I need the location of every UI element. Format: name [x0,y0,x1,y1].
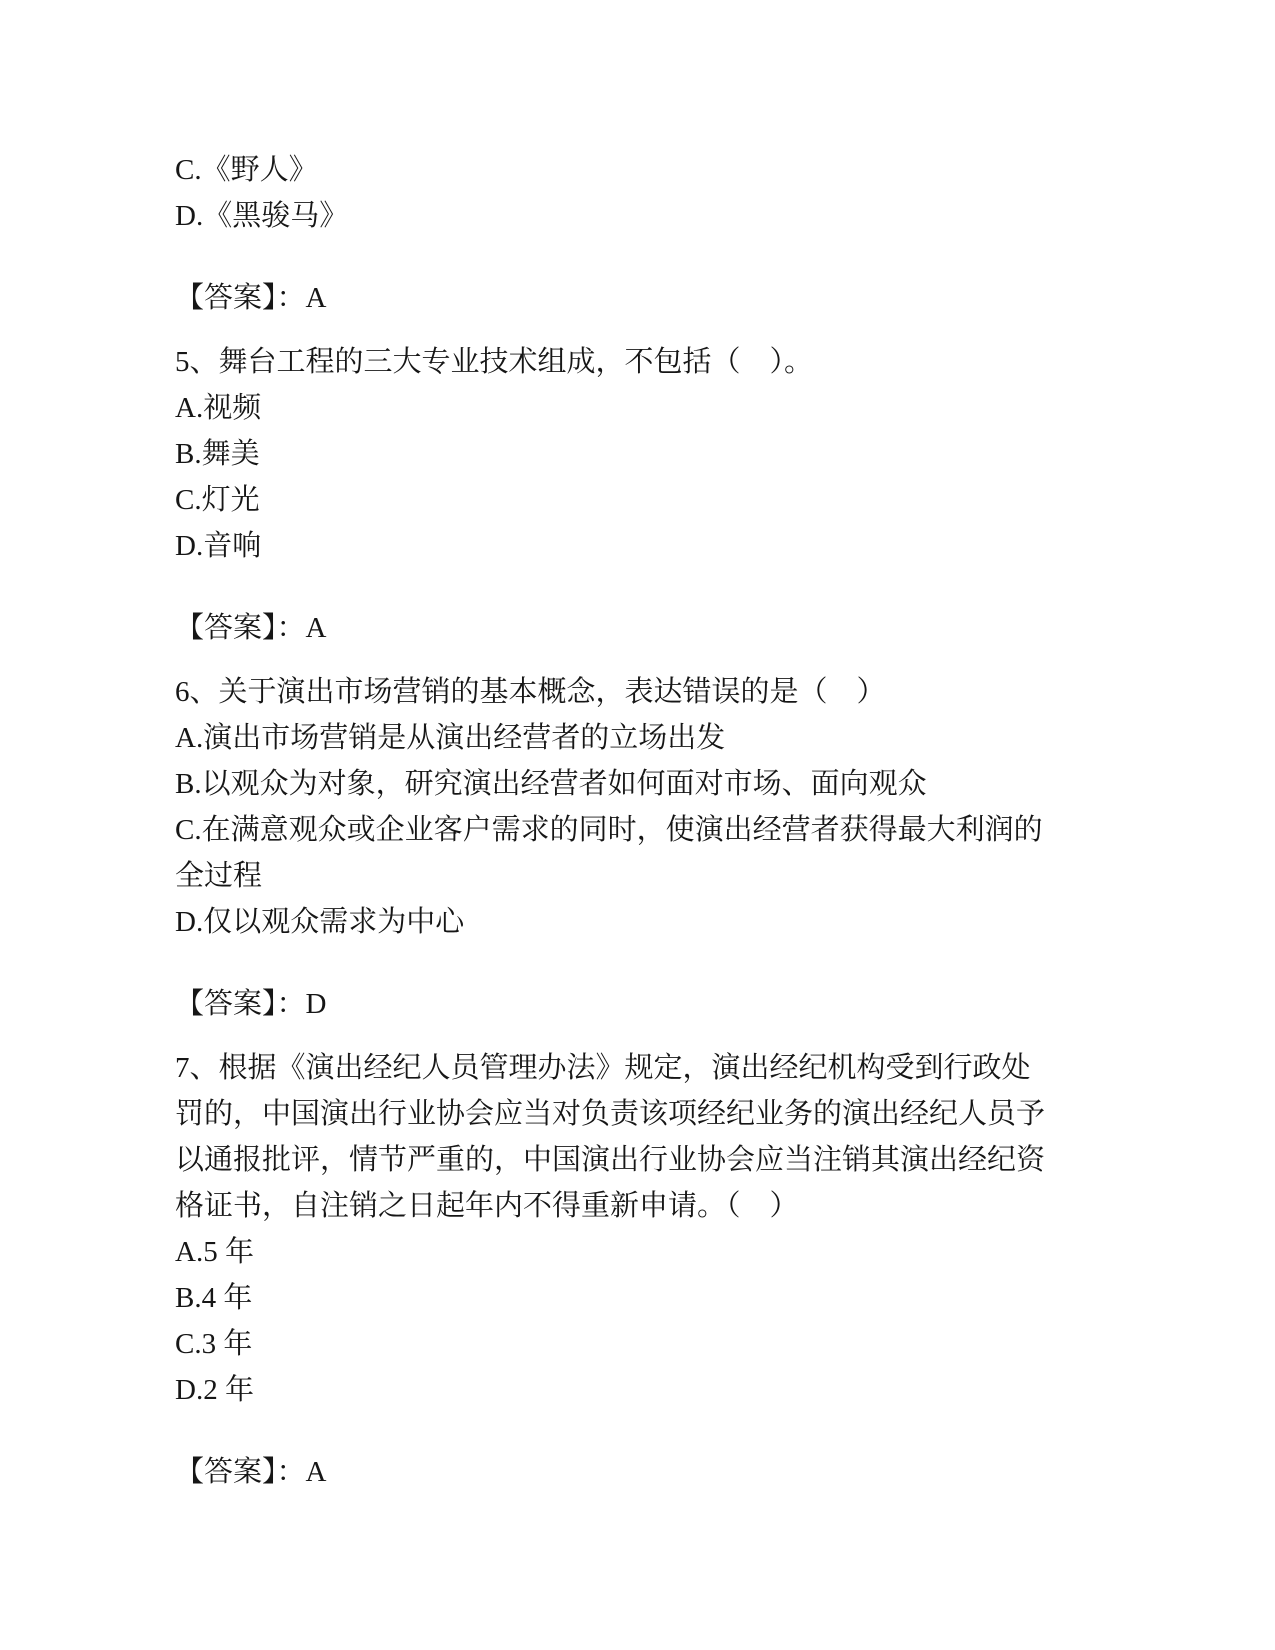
question-block-7 [175,1045,1047,1495]
option-a: A.5 年 [175,1236,254,1268]
question-block-partial [175,147,1047,321]
option-d: D.2 年 [175,1374,254,1406]
question-stem: 5、舞台工程的三大专业技术组成，不包括（ ）。 [175,346,814,378]
answer-line: 【答案】：A [175,1456,327,1488]
answer-line: 【答案】：A [175,282,327,314]
option-d: D.《黑骏马》 [175,200,349,232]
content-column [175,147,1047,1495]
question-stem: 7、根据《演出经纪人员管理办法》规定，演出经纪机构受到行政处罚的，中国演出行业协会应当对负责该项经纪业务的演出经纪人员予以通报批评，情节严重的，中国演出行业协会应当注销其演出经纪资格证书，自注销之日起年内不得重新申请。（ ） [175,1052,1046,1222]
option-a: A.演出市场营销是从演出经营者的立场出发 [175,722,726,754]
option-b: B.4 年 [175,1282,253,1314]
question-block-6 [175,669,1047,1027]
option-b: B.以观众为对象，研究演出经营者如何面对市场、面向观众 [175,768,927,800]
option-c: C.灯光 [175,484,260,516]
option-c: C.在满意观众或企业客户需求的同时，使演出经营者获得最大利润的全过程 [175,814,1043,892]
option-c: C.3 年 [175,1328,253,1360]
option-b: B.舞美 [175,438,260,470]
option-d: D.仅以观众需求为中心 [175,906,465,938]
option-d: D.音响 [175,530,262,562]
answer-line: 【答案】：D [175,988,327,1020]
option-c: C.《野人》 [175,154,318,186]
question-block-5 [175,339,1047,651]
answer-line: 【答案】：A [175,612,327,644]
option-a: A.视频 [175,392,262,424]
question-stem: 6、关于演出市场营销的基本概念，表达错误的是（ ） [175,676,886,708]
